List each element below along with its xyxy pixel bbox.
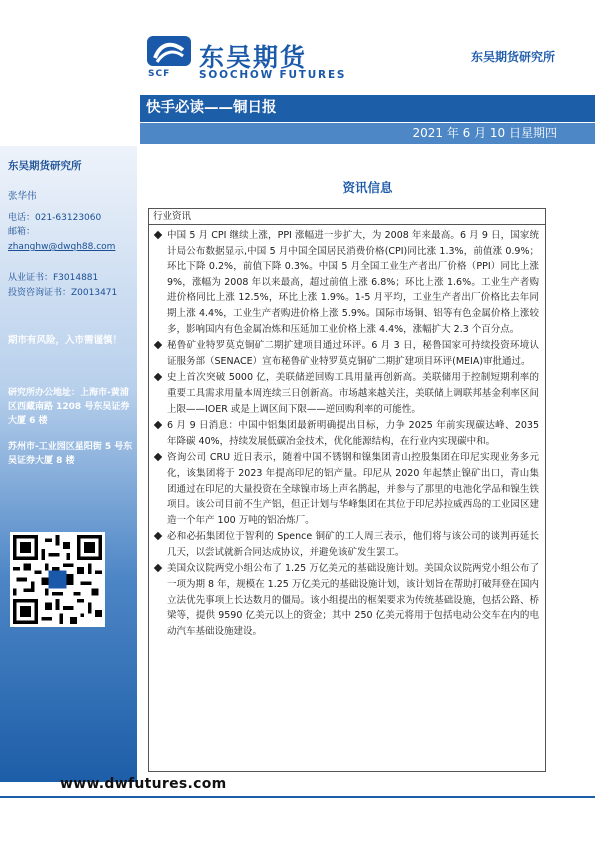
practice-license: 从业证书：F3014881 xyxy=(8,273,99,283)
diamond-bullet-icon xyxy=(154,341,162,349)
news-text: 6 月 9 日消息：中国中铝集团最新明确提出目标，力争 2025 年前实现碳达峰、2035 年降碳 40%，持续发展低碳冶金技术，优化能源结构，在行业内实现碳中和。 xyxy=(167,420,539,447)
news-text: 必和必拓集团位于智利的 Spence 铜矿的工人周三表示，他们将与该公司的谈判再延长几天，以尝试就新合同达成协议，并避免该矿发生罢工。 xyxy=(167,531,539,558)
news-text: 史上首次突破 5000 亿，美联储逆回购工具用量再创新高。美联储用于控制短期利率的重要工具需求用量本周连续三日创新高。市场越来越关注，美联储上调联邦基金利率区间上限——IOER 或是上调区间下限——逆回购利率的可能性。 xyxy=(167,372,539,415)
section-title: 资讯信息 xyxy=(342,180,393,195)
logo-brand-en: SOOCHOW FUTURES xyxy=(199,69,347,81)
news-item xyxy=(153,418,539,449)
header-org: 东吴期货研究所 xyxy=(470,50,555,64)
diamond-bullet-icon xyxy=(154,532,162,540)
diamond-bullet-icon xyxy=(154,421,162,429)
footer-divider xyxy=(0,796,595,798)
qr-code xyxy=(10,532,105,627)
news-text: 中国 5 月 CPI 继续上涨，PPI 涨幅进一步扩大，为 2008 年来最高。6 月 9 日，国家统计局公布数据显示,中国 5 月中国全国居民消费价格(CPI)同比涨 1.3%，前值涨 0.9%；环比下降 0.2%，前值下降 0.3%。中国 5 月全国工业生产者出厂价格（PPI）同比上涨 9%，涨幅为 2008 年以来最高，超过前值上涨 6.8%；环比上涨 1.6%。工业生产者购进价格同比上涨 12.5%，环比上涨 1.9%。1-5 月平均，工业生产者出厂价格比去年同期上涨 4.4%，工业生产者购进价格上涨 5.9%。国际市场铜、铝等有色金属价格上涨较多，影响国内有色金属冶炼和压延加工业价格上涨 4.4%，涨幅扩大 2.3 个百分点。 xyxy=(167,230,539,335)
news-item xyxy=(153,370,539,417)
news-table-header: 行业资讯 xyxy=(149,209,545,225)
office-address-shanghai: 研究所办公地址：上海市-黄浦区西藏南路 1208 号东吴证券大厦 6 楼 xyxy=(8,388,130,426)
diamond-bullet-icon xyxy=(154,564,162,572)
diamond-bullet-icon xyxy=(154,373,162,381)
analyst-email[interactable]: zhanghw@dwqh88.com xyxy=(8,242,116,252)
analyst-phone: 电话：021-63123060 xyxy=(8,213,102,223)
news-item xyxy=(153,561,539,639)
company-logo xyxy=(147,36,357,86)
logo-abbr: SCF xyxy=(148,69,171,79)
news-text: 美国众议院两党小组公布了 1.25 万亿美元的基础设施计划。美国众议院两党小组公布了一项为期 8 年，规模在 1.25 万亿美元的基础设施计划，该计划旨在帮助打破拜登在国内立法优先事项上长达数月的僵局。该小组提出的框架要求为传统基础设施，包括公路、桥梁等，提供 9590 亿美元以上的资金；其中 250 亿美元将用于包括电动公交车在内的电动汽车基础设施建设。 xyxy=(167,563,539,637)
risk-warning: 期市有风险，入市需谨慎！ xyxy=(8,335,123,346)
report-title: 快手必读——铜日报 xyxy=(140,95,595,122)
sidebar-org: 东吴期货研究所 xyxy=(8,160,82,172)
logo-brand-cn: 东吴期货 xyxy=(199,43,308,72)
analyst-name: 张华伟 xyxy=(8,191,37,202)
news-item xyxy=(153,529,539,560)
sidebar xyxy=(0,146,137,782)
qr-code-icon xyxy=(13,535,102,624)
report-date: 2021 年 6 月 10 日星期四 xyxy=(140,123,595,144)
analyst-email-label: 邮箱： xyxy=(8,227,36,237)
diamond-bullet-icon xyxy=(154,231,162,239)
office-address-suzhou: 苏州市-工业园区星阳街 5 号东吴证券大厦 8 楼 xyxy=(8,442,133,466)
consulting-license: 投资咨询证书：Z0013471 xyxy=(8,288,118,298)
diamond-bullet-icon xyxy=(154,453,162,461)
news-text: 秘鲁矿业特罗莫克铜矿二期扩建项目通过环评。6 月 3 日，秘鲁国家可持续投资环境认证服务部（SENACE）宣布秘鲁矿业特罗莫克铜矿二期扩建项目环评(MEIA)审批通过。 xyxy=(167,340,539,367)
news-item xyxy=(153,450,539,528)
news-list xyxy=(149,225,545,639)
news-text: 咨询公司 CRU 近日表示，随着中国不锈钢和镍集团青山控股集团在印尼实现业务多元化，该集团将于 2023 年提高印尼的铝产量。印尼从 2020 年起禁止镍矿出口，青山集团通过在印尼的大量投资在全球镍市场上声名鹊起，并参与了那里的电池化学品和镍生铁项目。该公司目前不生产铝，但正计划与华峰集团在其位于印尼苏拉威西岛的工业园区建造一个年产 100 万吨的铝冶炼厂。 xyxy=(167,452,539,526)
news-item xyxy=(153,228,539,337)
news-item xyxy=(153,338,539,369)
footer-website-link[interactable]: www.dwfutures.com xyxy=(60,776,227,792)
news-table xyxy=(148,208,546,772)
